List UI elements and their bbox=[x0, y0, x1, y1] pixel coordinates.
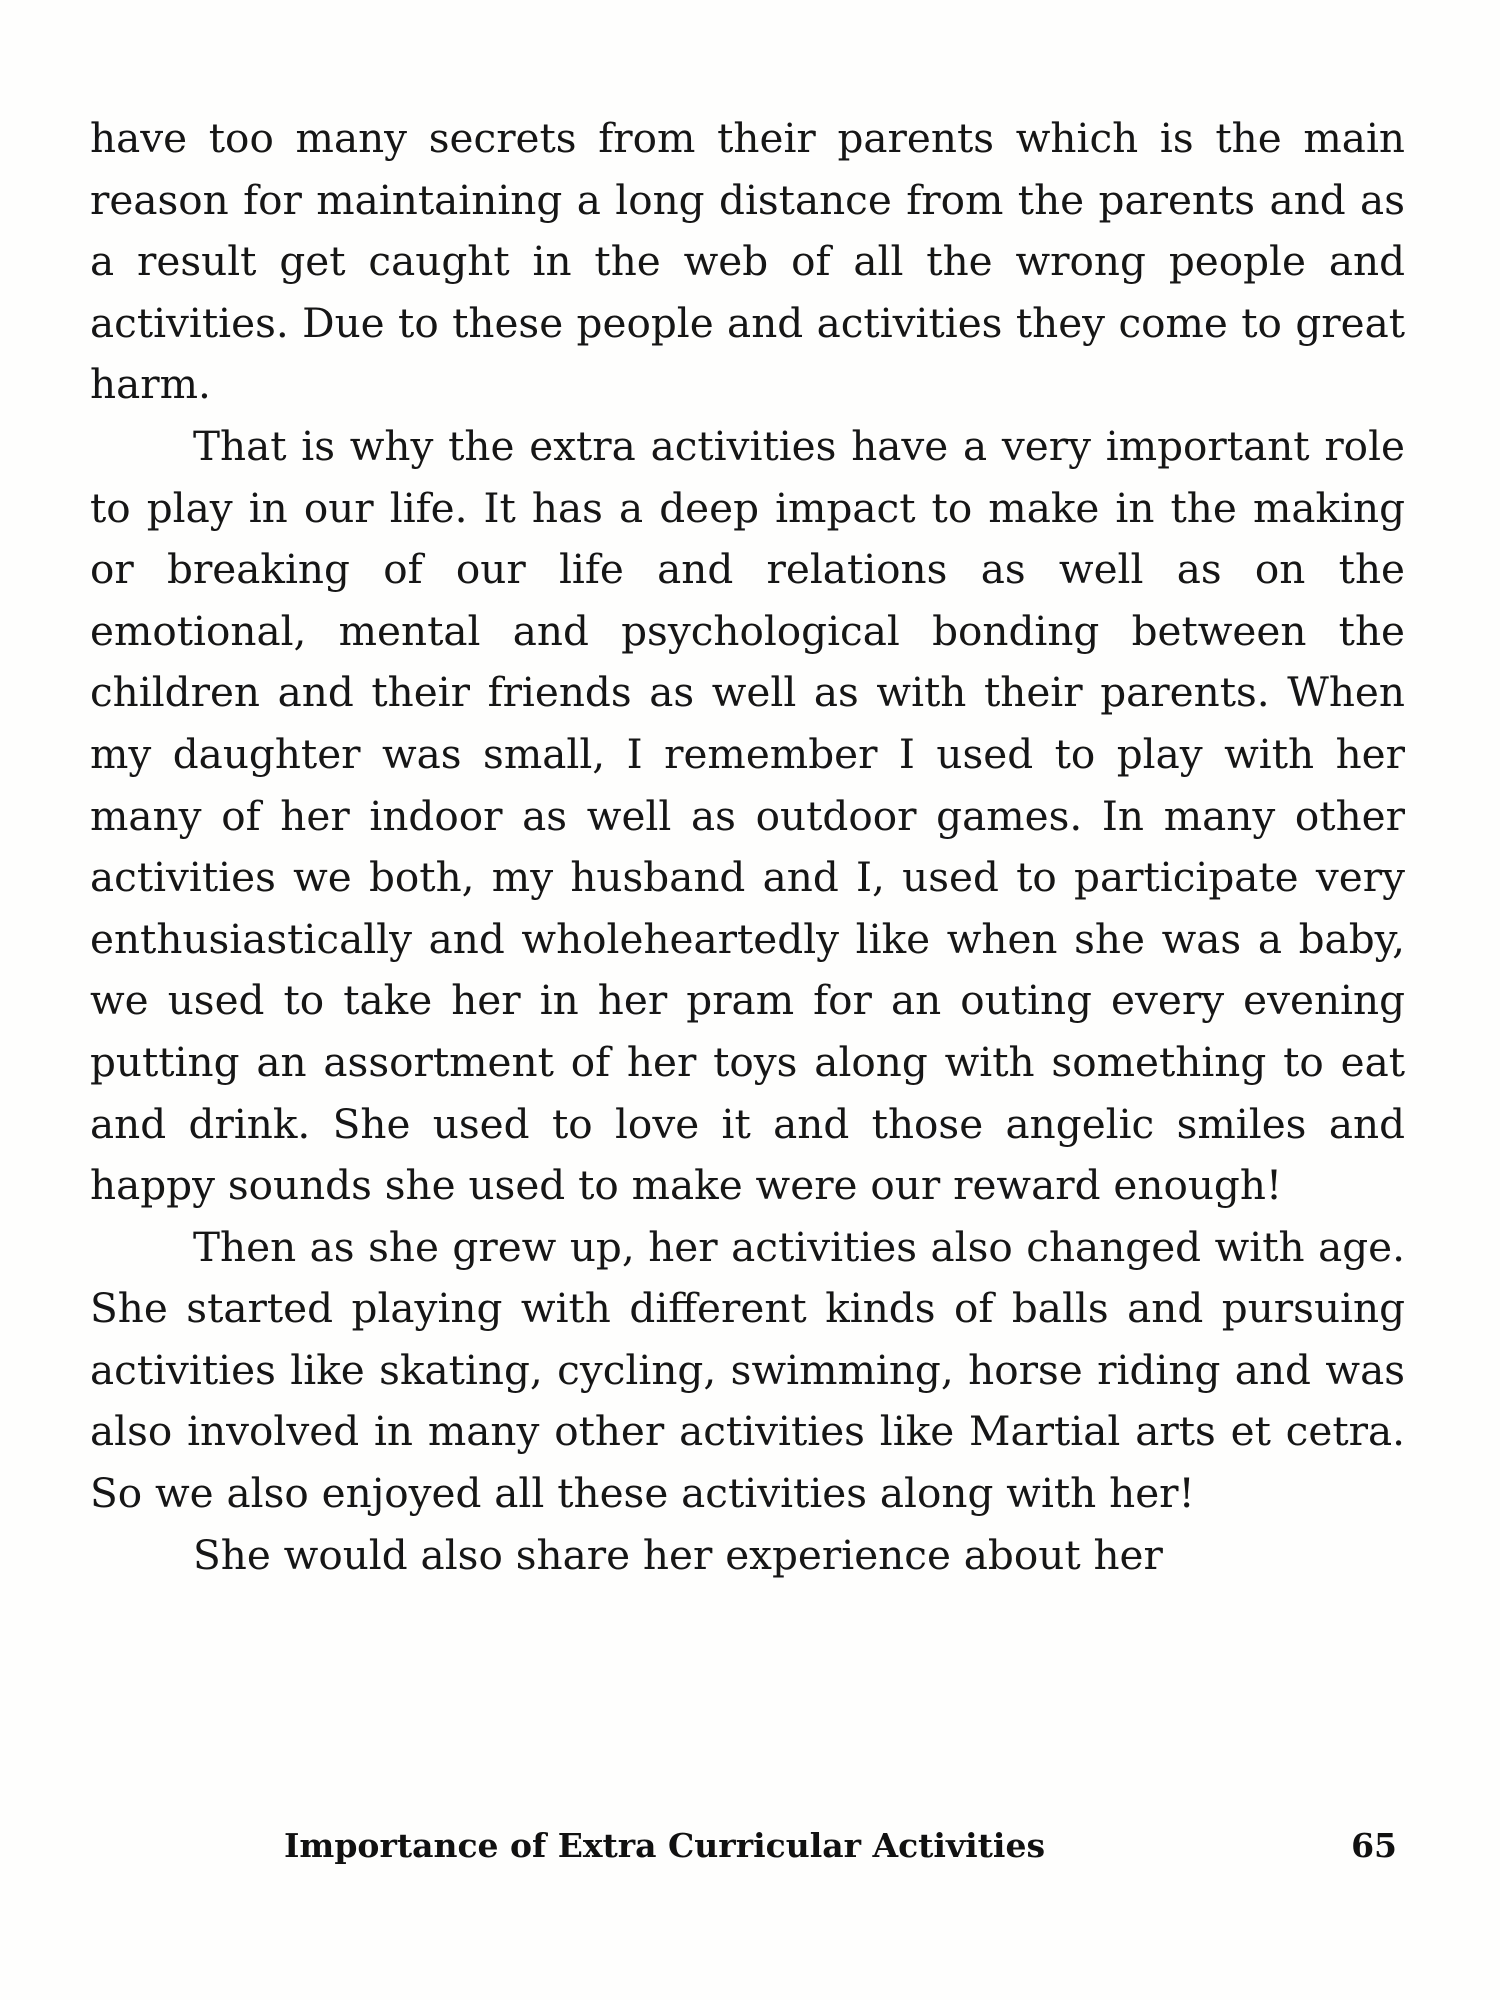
page-number: 65 bbox=[1351, 1826, 1397, 1865]
running-title: Importance of Extra Curricular Activities bbox=[284, 1826, 1046, 1865]
paragraph-continuation: have too many secrets from their parents which is the main reason for maintaining a long distance from the parents and as a result get caught in the web of all the wrong people and activities. Due to these people and activities they come to great harm. bbox=[90, 114, 1405, 409]
paragraph-activities-changed: Then as she grew up, her activities also changed with age. She started playing with different kinds of balls and pursuing activities like skating, cycling, swimming, horse riding and was also involved in many other activities like Martial arts et cetra. So we also enjoyed all these activities along with her! bbox=[90, 1222, 1405, 1518]
page-footer bbox=[0, 1826, 1500, 1876]
body-text bbox=[90, 108, 1405, 1586]
paragraph-share-experience: She would also share her experience about her bbox=[193, 1530, 1163, 1579]
paragraph-extra-activities-role: That is why the extra activities have a very important role to play in our life. It has a deep impact to make in the making or breaking of our life and relations as well as on the emotional, mental and psychological bonding between the children and their friends as well as with their parents. When my daughter was small, I remember I used to play with her many of her indoor as well as outdoor games. In many other activities we both, my husband and I, used to participate very enthusiastically and wholeheartedly like when she was a baby, we used to take her in her pram for an outing every evening putting an assortment of her toys along with something to eat and drink. She used to love it and those angelic smiles and happy sounds she used to make were our reward enough! bbox=[90, 421, 1405, 1210]
